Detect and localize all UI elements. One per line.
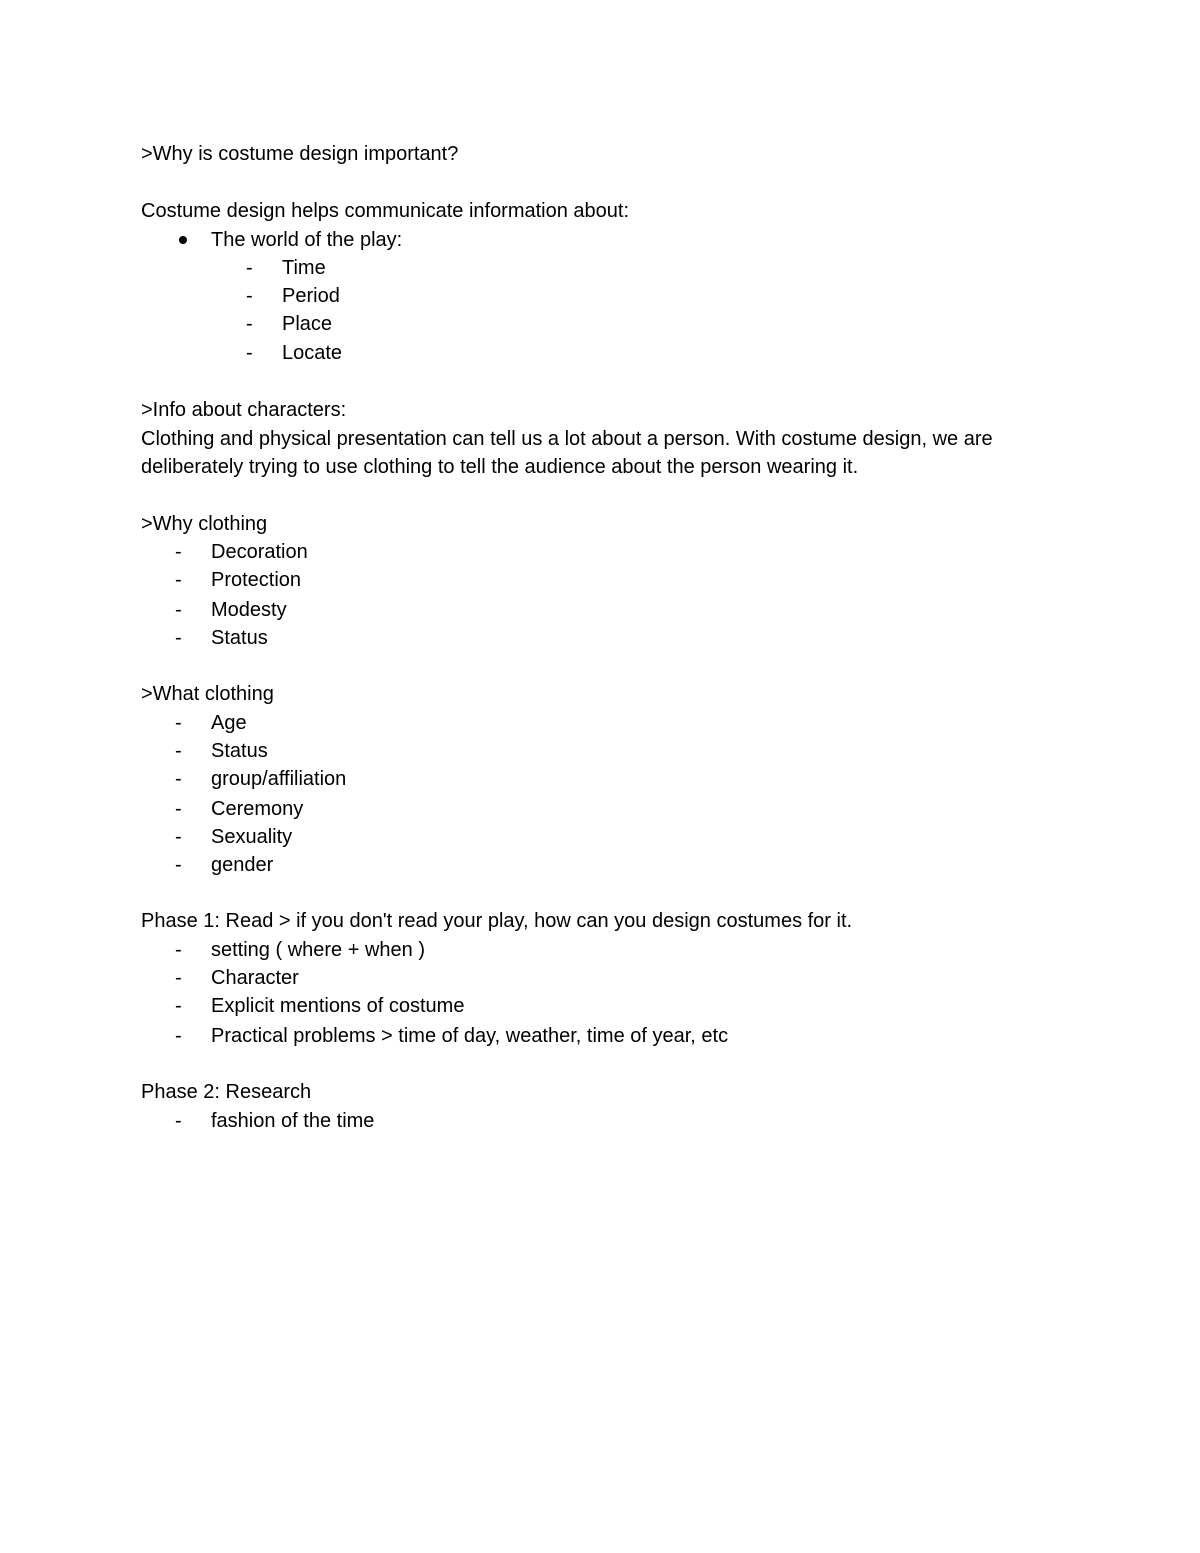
list-item-label: Locate [282,342,343,364]
list-item-label: group/affiliation [211,768,347,790]
list-item-label: fashion of the time [211,1110,375,1132]
list-item-label: setting ( where + when ) [211,939,425,961]
dash-marker: - [175,939,182,961]
dash-marker: - [175,995,182,1017]
characters-paragraph: Clothing and physical presentation can tell us a lot about a person. With costume design, we are deliberately trying to use clothing to tell the audience about the person wearing it. [141,428,993,479]
dash-marker: - [175,1110,182,1132]
list-item-label: Explicit mentions of costume [211,995,465,1017]
list-item-label: Time [282,257,326,279]
dash-marker: - [246,257,253,279]
heading-info-characters: >Info about characters: [141,399,347,421]
bullet-item [141,226,541,254]
dash-marker: - [175,712,182,734]
heading-phase-1: Phase 1: Read > if you don't read your play, how can you design costumes for it. [141,910,853,932]
list-item-label: Decoration [211,541,308,563]
dash-marker: - [246,342,253,364]
list-item-label: Character [211,967,299,989]
dash-marker: - [246,313,253,335]
list-item-label: Period [282,285,340,307]
intro-text: Costume design helps communicate information about: [141,200,630,222]
dash-marker: - [175,541,182,563]
list-item-label: Practical problems > time of day, weather, time of year, etc [211,1025,729,1047]
bullet-label: The world of the play: [211,229,403,251]
heading-why-costume-design: >Why is costume design important? [141,143,459,165]
dash-marker: - [175,1025,182,1047]
list-item-label: Place [282,313,333,335]
dash-marker: - [175,627,182,649]
heading-why-clothing: >Why clothing [141,513,268,535]
list-item-label: Ceremony [211,798,304,820]
list-item-label: gender [211,854,274,876]
list-item-label: Age [211,712,247,734]
list-item-label: Protection [211,569,302,591]
heading-phase-2: Phase 2: Research [141,1081,312,1103]
dash-marker: - [175,854,182,876]
dash-marker: - [175,569,182,591]
dash-marker: - [246,285,253,307]
list-item-label: Status [211,740,268,762]
dash-marker: - [175,740,182,762]
list-item-label: Status [211,627,268,649]
list-item-label: Sexuality [211,826,293,848]
bullet-icon [179,236,187,244]
dash-marker: - [175,768,182,790]
dash-marker: - [175,967,182,989]
dash-marker: - [175,826,182,848]
list-item-label: Modesty [211,599,287,621]
heading-what-clothing: >What clothing [141,683,274,705]
dash-marker: - [175,599,182,621]
dash-marker: - [175,798,182,820]
